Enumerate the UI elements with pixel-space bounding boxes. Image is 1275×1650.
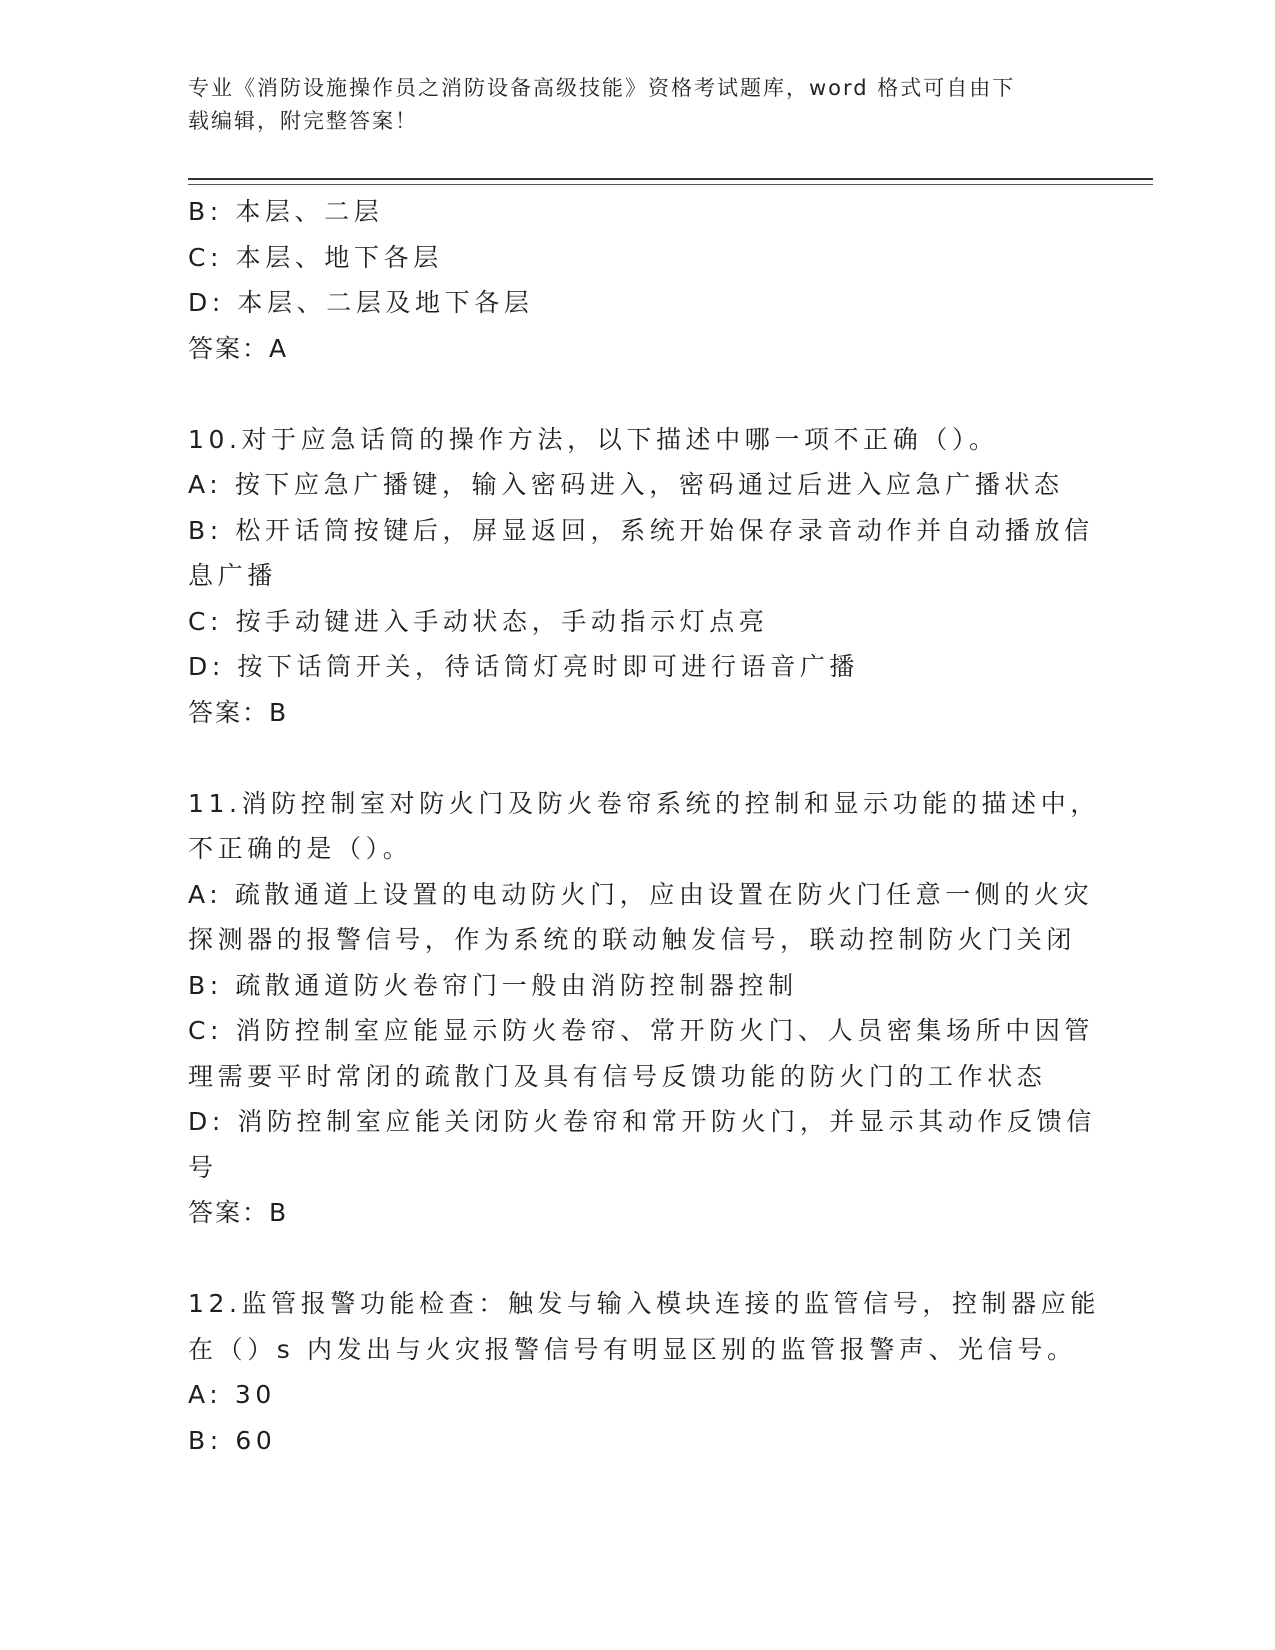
header-divider-thick <box>188 178 1153 180</box>
option-c: C: 本层、地下各层 <box>188 242 443 272</box>
option-b: B: 松开话筒按键后，屏显返回，系统开始保存录音动作并自动播放信 <box>188 515 1094 545</box>
answer: 答案：B <box>188 697 289 727</box>
option-d: D: 消防控制室应能关闭防火卷帘和常开防火门，并显示其动作反馈信 <box>188 1107 1096 1136</box>
option-b-continued: 息广播 <box>188 561 277 590</box>
option-a: A: 30 <box>188 1380 276 1409</box>
header-divider-thin <box>188 184 1153 185</box>
spacer <box>188 1236 1073 1282</box>
answer: 答案：A <box>188 333 289 363</box>
question-stem: 11.消防控制室对防火门及防火卷帘系统的控制和显示功能的描述中， <box>188 788 1100 818</box>
option-a: A: 疏散通道上设置的电动防火门，应由设置在防火门任意一侧的火灾 <box>188 879 1094 909</box>
question-10 <box>188 417 1094 736</box>
question-stem-continued: 在（）s 内发出与火灾报警信号有明显区别的监管报警声、光信号。 <box>188 1334 1077 1364</box>
question-9-tail <box>188 189 1073 371</box>
option-c: C: 按手动键进入手动状态，手动指示灯点亮 <box>188 606 769 636</box>
header-line-2: 载编辑，附完整答案！ <box>188 109 418 133</box>
question-stem-continued: 不正确的是（）。 <box>188 834 413 863</box>
header-line-1: 专业《消防设施操作员之消防设备高级技能》资格考试题库，word 格式可自由下 <box>188 76 1016 100</box>
option-d: D: 本层、二层及地下各层 <box>188 288 534 317</box>
option-a: A: 按下应急广播键，输入密码进入，密码通过后进入应急广播状态 <box>188 470 1064 499</box>
question-stem: 10.对于应急话筒的操作方法，以下描述中哪一项不正确（）。 <box>188 424 999 454</box>
option-a-continued: 探测器的报警信号，作为系统的联动触发信号，联动控制防火门关闭 <box>188 925 1077 954</box>
spacer <box>188 735 1073 781</box>
question-12 <box>188 1281 1100 1463</box>
option-d-continued: 号 <box>188 1152 218 1182</box>
answer: 答案：B <box>188 1198 289 1227</box>
option-c-continued: 理需要平时常闭的疏散门及具有信号反馈功能的防火门的工作状态 <box>188 1061 1047 1091</box>
option-d: D: 按下话筒开关，待话筒灯亮时即可进行语音广播 <box>188 652 860 681</box>
question-stem: 12.监管报警功能检查：触发与输入模块连接的监管信号，控制器应能 <box>188 1289 1100 1318</box>
option-c: C: 消防控制室应能显示防火卷帘、常开防火门、人员密集场所中因管 <box>188 1016 1095 1045</box>
option-b: B: 疏散通道防火卷帘门一般由消防控制器控制 <box>188 970 798 1000</box>
document-header <box>188 72 1068 138</box>
spacer <box>188 371 1073 417</box>
option-b: B: 60 <box>188 1425 277 1455</box>
question-list <box>188 189 1100 1463</box>
question-11 <box>188 781 1100 1236</box>
option-b: B: 本层、二层 <box>188 197 384 226</box>
